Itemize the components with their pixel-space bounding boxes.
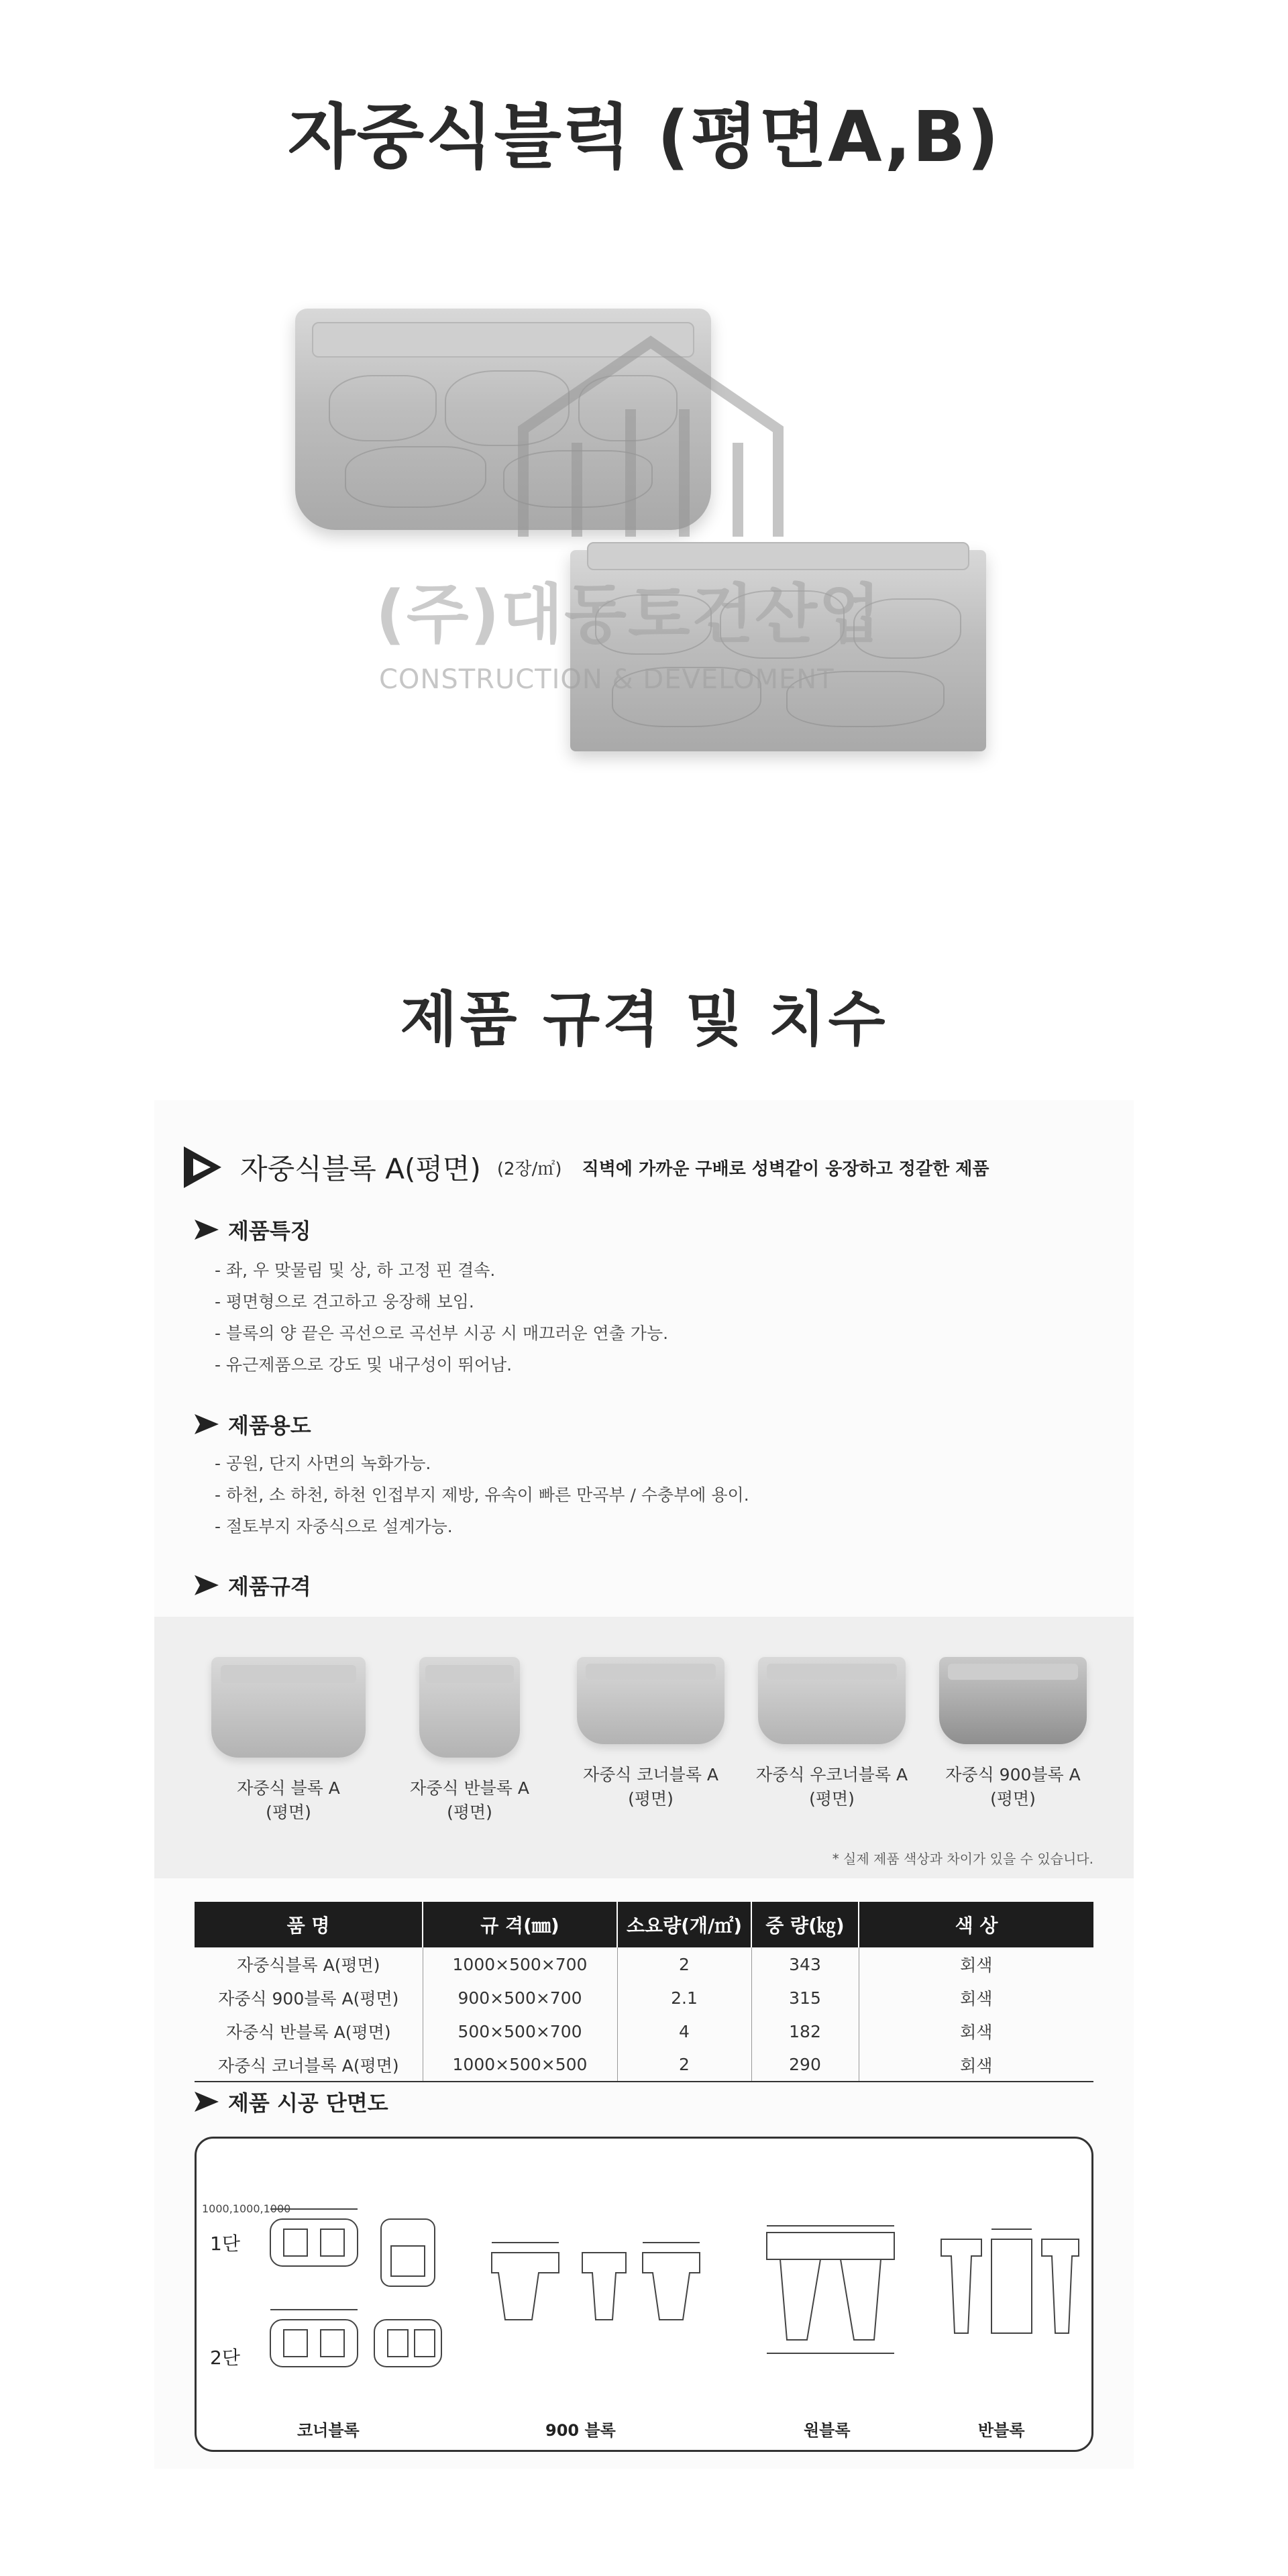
table-header: 규 격(㎜): [423, 1902, 617, 1947]
list-item: - 블록의 양 끝은 곡선으로 곡선부 시공 시 매끄러운 연출 가능.: [215, 1324, 669, 1343]
features-heading: 제품특징: [195, 1214, 311, 1245]
spec-table: [195, 1902, 1093, 2082]
tier-1-label: 1단: [210, 2233, 240, 2255]
arrow-right-icon: [195, 2092, 219, 2112]
section-drawing-box: [195, 2137, 1093, 2452]
watermark-company: (주)대동토건산업: [376, 577, 882, 652]
corner-block-drawing: [257, 2199, 465, 2400]
label-corner-block: 코너블록: [297, 2421, 360, 2440]
gallery-item: 자중식 우코너블록 A (평면): [751, 1657, 912, 1811]
arrow-right-icon: [195, 1575, 219, 1595]
table-row: 자중식 반블록 A(평면) 500×500×700 4 182 회색: [195, 2015, 1093, 2048]
uses-list: [215, 1448, 749, 1542]
section-heading: 제품 시공 단면도: [195, 2086, 388, 2117]
list-item: - 평면형으로 견고하고 웅장해 보임.: [215, 1292, 474, 1311]
product-unit: (2장/㎡): [496, 1159, 562, 1179]
table-row: 자중식 900블록 A(평면) 900×500×700 2.1 315 회색: [195, 1981, 1093, 2015]
label-900-block: 900 블록: [545, 2421, 616, 2440]
hero-photo: [0, 255, 1288, 805]
one-block-drawing: [760, 2219, 901, 2373]
tier-2-label: 2단: [210, 2347, 240, 2369]
product-description: 직벽에 가까운 구배로 성벽같이 웅장하고 정갈한 제품: [582, 1159, 989, 1179]
list-item: - 유근제품으로 강도 및 내구성이 뛰어남.: [215, 1355, 513, 1375]
corner-dims: 1000,1000,1000: [202, 2202, 291, 2215]
gallery-item: 자중식 코너블록 A (평면): [570, 1657, 731, 1811]
gallery-item: 자중식 900블록 A (평면): [932, 1657, 1093, 1811]
gallery-note: * 실제 제품 색상과 차이가 있을 수 있습니다.: [832, 1851, 1093, 1867]
block-image: [577, 1657, 724, 1744]
block-photo-large: [295, 309, 711, 530]
block-image: [939, 1657, 1087, 1744]
spec-title: 제품 규격 및 치수: [400, 985, 888, 1054]
uses-heading: 제품용도: [195, 1409, 311, 1440]
list-item: - 좌, 우 맞물림 및 상, 하 고정 핀 결속.: [215, 1260, 496, 1280]
watermark-tagline: CONSTRUCTION & DEVELOMENT: [379, 664, 835, 695]
list-item: - 하천, 소 하천, 하천 인접부지 제방, 유속이 빠른 만곡부 / 수충부에 용이.: [215, 1485, 749, 1505]
play-arrow-icon: [181, 1144, 228, 1191]
table-row: 자중식 코너블록 A(평면) 1000×500×500 2 290 회색: [195, 2048, 1093, 2082]
list-item: - 절토부지 자중식으로 설계가능.: [215, 1517, 453, 1536]
label-half-block: 반블록: [978, 2421, 1025, 2440]
list-item: - 공원, 단지 사면의 녹화가능.: [215, 1454, 431, 1473]
product-gallery: [154, 1617, 1134, 1878]
block-900-drawing: [485, 2233, 706, 2360]
product-name: 자중식블록 A(평면): [240, 1152, 481, 1185]
table-header: 품 명: [195, 1902, 423, 1947]
table-row: 자중식블록 A(평면) 1000×500×700 2 343 회색: [195, 1947, 1093, 1981]
arrow-right-icon: [195, 1414, 219, 1434]
block-image: [419, 1657, 520, 1758]
table-header: 색 상: [859, 1902, 1093, 1947]
half-block-drawing: [934, 2219, 1082, 2373]
block-image: [211, 1657, 366, 1758]
table-header: 중 량(㎏): [751, 1902, 859, 1947]
gallery-item: 자중식 블록 A (평면): [208, 1657, 369, 1825]
label-one-block: 원블록: [804, 2421, 851, 2440]
spec-heading: 제품규격: [195, 1570, 311, 1601]
arrow-right-icon: [195, 1220, 219, 1240]
page-title: 자중식블럭 (평면A,B): [288, 96, 1000, 178]
spec-sheet: [154, 1100, 1134, 2469]
table-header: 소요량(개/㎡): [617, 1902, 751, 1947]
block-image: [758, 1657, 906, 1744]
features-list: [215, 1254, 668, 1381]
product-header: [181, 1140, 989, 1194]
gallery-item: 자중식 반블록 A (평면): [389, 1657, 550, 1825]
